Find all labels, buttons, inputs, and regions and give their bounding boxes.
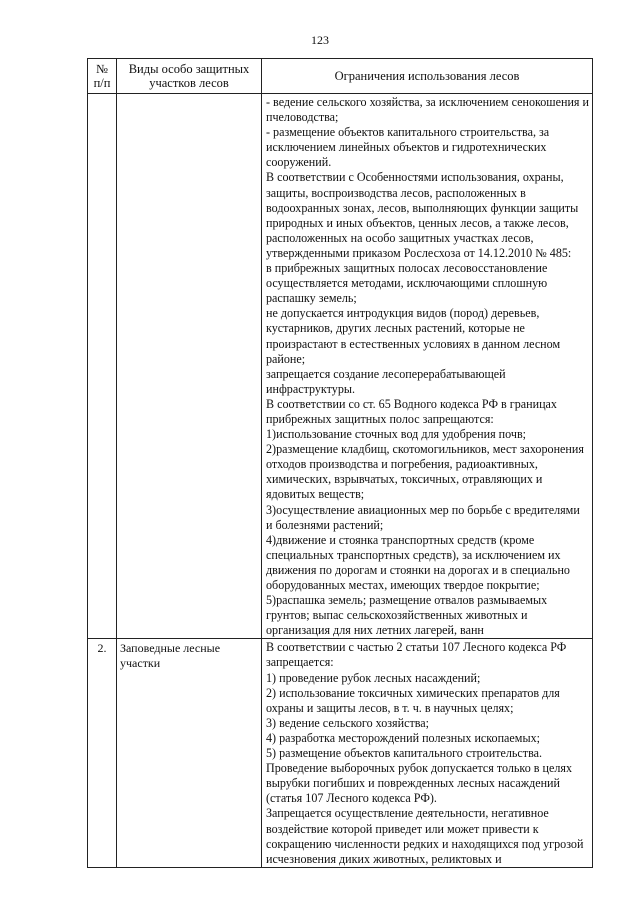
- row-kind: [117, 94, 262, 639]
- item-mark: 3): [266, 502, 277, 517]
- restriction-paragraph: Запрещается осуществление деятельности, негативное воздействие которой приведет или может привести к сокращению численности редких и находящихся под угрозой исчезновения диких животных, реликтовых и: [266, 806, 584, 866]
- item-mark: 4): [266, 532, 277, 547]
- restrictions-table: [87, 58, 593, 868]
- item-text: распашка земель; размещение отвалов размываемых грунтов; выпас сельскохозяйственных животных и организация для них летних лагерей, ванн: [266, 593, 548, 638]
- restriction-paragraph: В соответствии со ст. 65 Водного кодекса РФ в границах прибрежных защитных полос запрещаются:: [266, 396, 557, 426]
- restriction-paragraph: В соответствии с частью 2 статьи 107 Лесного кодекса РФ запрещается:: [266, 640, 567, 670]
- header-kind: Виды особо защитных участков лесов: [117, 59, 262, 94]
- row-restrictions: [262, 94, 593, 639]
- restriction-paragraph: 1) проведение рубок лесных насаждений;: [266, 670, 481, 685]
- restriction-paragraph: - ведение сельского хозяйства, за исключением сенокошения и пчеловодства;: [266, 95, 589, 125]
- restriction-paragraph: Проведение выборочных рубок допускается только в целях вырубки погибших и поврежденных лесных насаждений (статья 107 Лесного кодекса РФ).: [266, 761, 572, 806]
- restriction-paragraph: 2) использование токсичных химических препаратов для охраны и защиты лесов, в т. ч. в научных целях;: [266, 685, 560, 715]
- restriction-paragraph: В соответствии с Особенностями использования, охраны, защиты, воспроизводства лесов, расположенных в водоохранных зонах, лесов, выполняющих функции защиты природных и иных объектов, ценных лесов, а также лесов, расположенных на особо защитных участках лесов, утвержденными приказом Рослесхоза от 14.12.2010 № 485:: [266, 170, 579, 260]
- row-restrictions: [262, 639, 593, 867]
- numbered-item: [266, 427, 589, 442]
- table-row: [88, 639, 593, 867]
- item-text: осуществление авиационных мер по борьбе с вредителями и болезнями растений;: [266, 502, 580, 532]
- item-text: использование сточных вод для удобрения почв;: [276, 427, 527, 442]
- row-kind: Заповедные лесные участки: [117, 639, 262, 867]
- restriction-paragraph: 5) размещение объектов капитального строительства.: [266, 746, 543, 761]
- restriction-paragraph: 4) разработка месторождений полезных ископаемых;: [266, 730, 540, 745]
- item-mark: 1): [266, 427, 277, 442]
- item-mark: 2): [266, 442, 277, 457]
- numbered-item: [266, 503, 589, 533]
- item-text: движение и стоянка транспортных средств (кроме специальных транспортных средств), за исключением их движения по дорогам и стоянки на дорогах и в специально оборудованных местах, имеющих твердое покрытие;: [266, 532, 570, 592]
- table-header-row: [88, 59, 593, 94]
- restriction-paragraph: запрещается создание лесоперерабатывающей инфраструктуры.: [266, 366, 506, 396]
- row-number: 2.: [88, 639, 117, 867]
- table-row: [88, 94, 593, 639]
- page-number: 123: [311, 33, 329, 47]
- restriction-paragraph: 3) ведение сельского хозяйства;: [266, 715, 430, 730]
- numbered-item: [266, 533, 589, 593]
- header-number: № п/п: [88, 59, 117, 94]
- numbered-item: [266, 593, 589, 638]
- row-number: [88, 94, 117, 639]
- item-mark: 5): [266, 593, 277, 608]
- numbered-item: [266, 442, 589, 502]
- restriction-paragraph: не допускается интродукция видов (пород) деревьев, кустарников, других лесных растений, которые не произрастают в естественных условиях в данном лесном районе;: [266, 306, 561, 366]
- header-restrictions: Ограничения использования лесов: [262, 59, 593, 94]
- restriction-paragraph: в прибрежных защитных полосах лесовосстановление осуществляется методами, исключающими сплошную распашку земель;: [266, 261, 548, 306]
- restriction-paragraph: - размещение объектов капитального строительства, за исключением линейных объектов и гидротехнических сооружений.: [266, 125, 550, 170]
- item-text: размещение кладбищ, скотомогильников, мест захоронения отходов производства и погребения, радиоактивных, химических, взрывчатых, токсичных, отравляющих и ядовитых веществ;: [266, 442, 584, 502]
